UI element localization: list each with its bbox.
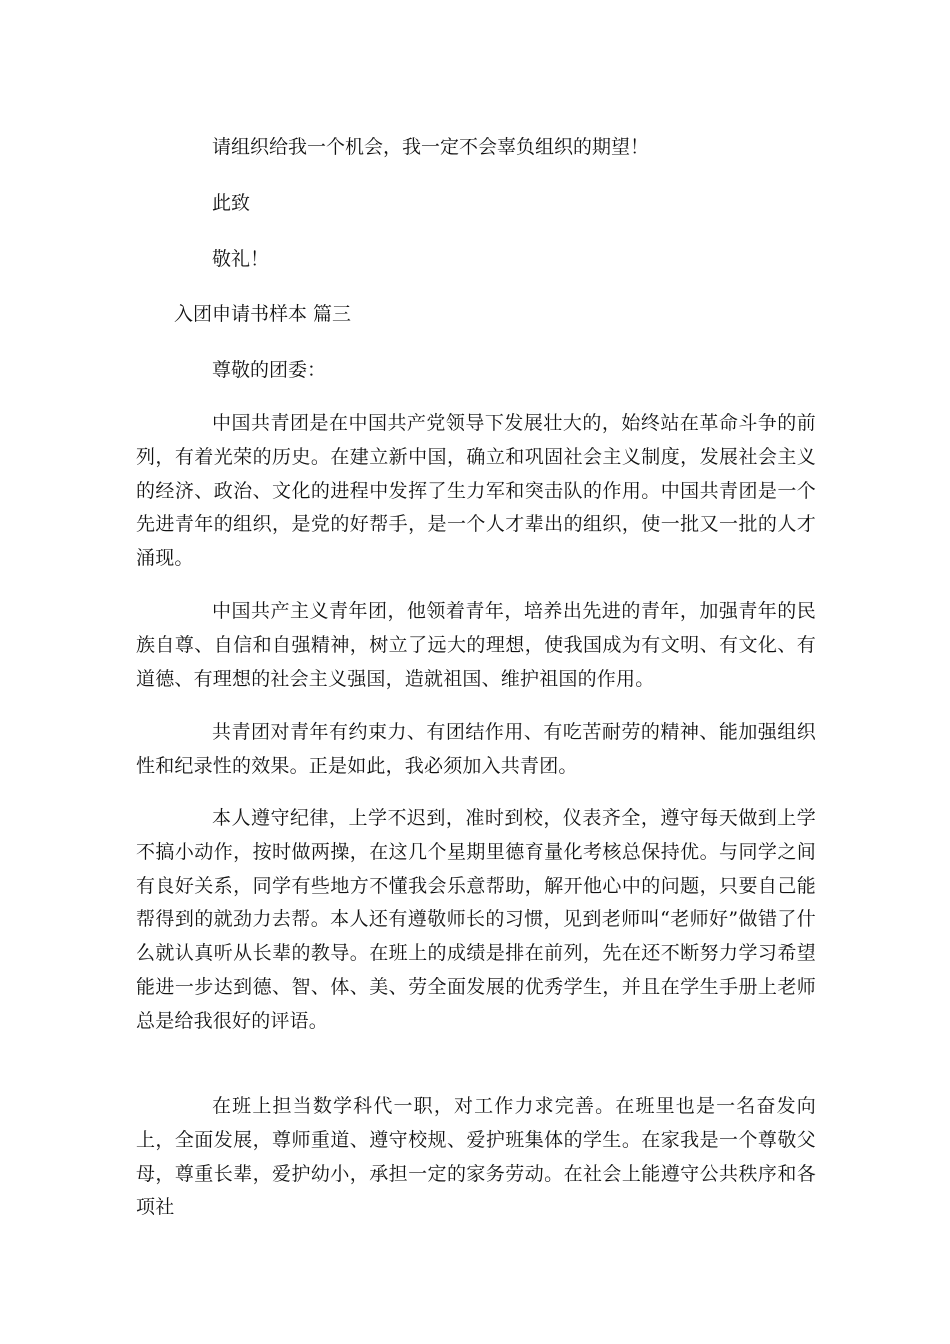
body-paragraph: 共青团对青年有约束力、有团结作用、有吃苦耐劳的精神、能加强组织性和纪录性的效果。正是如此，我必须加入共青团。	[136, 721, 816, 777]
regards-text: 敬礼！	[212, 248, 270, 270]
body-paragraph: 本人遵守纪律，上学不迟到，准时到校，仪表齐全，遵守每天做到上学不搞小动作，按时做两操，在这几个星期里德育量化考核总保持优。与同学之间有良好关系，同学有些地方不懂我会乐意帮助，解开他心中的问题，只要自己能帮得到的就劲力去帮。本人还有遵敬师长的习惯，见到老师叫“老师好”做错了什么就认真听从长辈的教导。在班上的成绩是排在前列，先在还不断努力学习希望能进一步达到德、智、体、美、劳全面发展的优秀学生，并且在学生手册上老师总是给我很好的评语。	[136, 807, 816, 1032]
body-paragraph: 中国共产主义青年团，他领着青年，培养出先进的青年，加强青年的民族自尊、自信和自强精神，树立了远大的理想，使我国成为有文明、有文化、有道德、有理想的社会主义强国，造就祖国、维护祖国的作用。	[136, 600, 816, 690]
greeting-text: 尊敬的团委：	[212, 359, 327, 381]
salutation-close-text: 此致	[212, 192, 251, 214]
body-paragraph: 中国共青团是在中国共产党领导下发展壮大的，始终站在革命斗争的前列，有着光荣的历史。在建立新中国，确立和巩固社会主义制度，发展社会主义的经济、政治、文化的进程中发挥了生力军和突击队的作用。中国共青团是一个先进青年的组织，是党的好帮手，是一个人才辈出的组织，使一批又一批的人才涌现。	[136, 412, 816, 570]
body-paragraph: 在班上担当数学科代一职，对工作力求完善。在班里也是一名奋发向上，全面发展，尊师重道、遵守校规、爱护班集体的学生。在家我是一个尊敬父母，尊重长辈，爱护幼小，承担一定的家务劳动。在社会上能遵守公共秩序和各项社	[136, 1095, 816, 1219]
closing-request-text: 请组织给我一个机会，我一定不会辜负组织的期望！	[212, 136, 650, 158]
section-title: 入团申请书样本 篇三	[174, 303, 352, 325]
